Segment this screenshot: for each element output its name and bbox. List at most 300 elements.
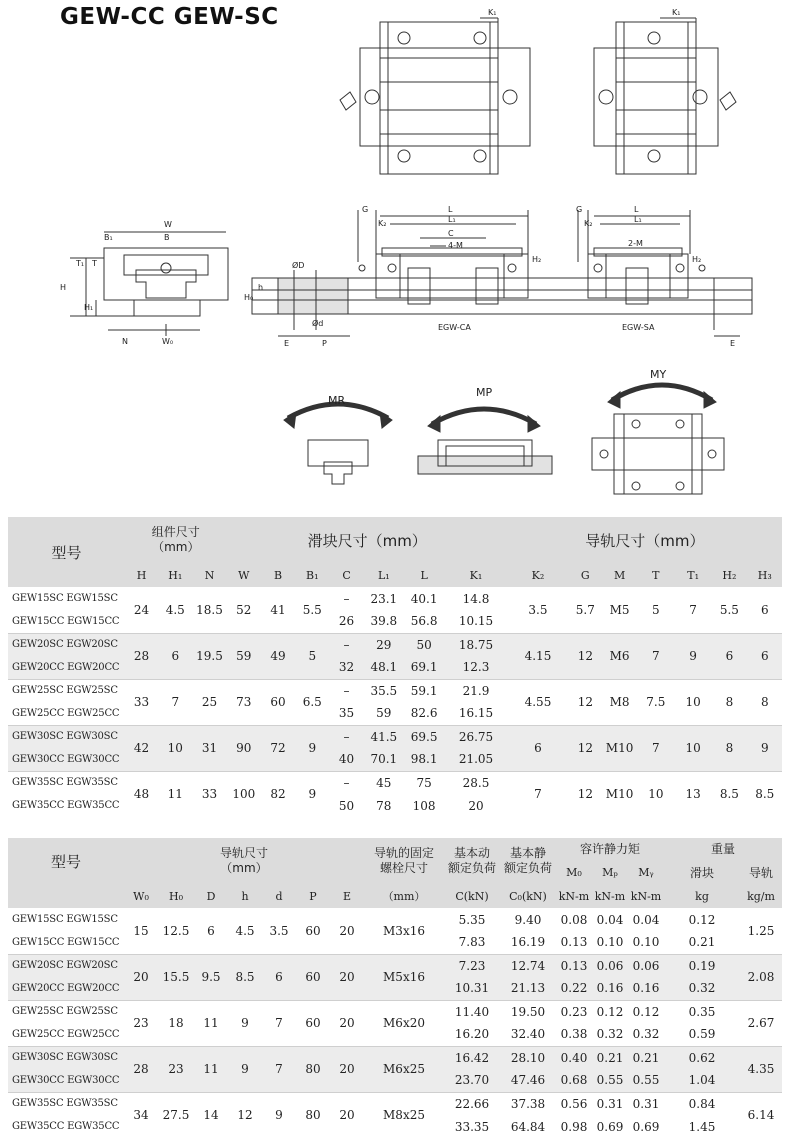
table-cell: 0.56 bbox=[556, 1092, 592, 1115]
table-cell: 28.10 bbox=[500, 1046, 556, 1069]
table-cell: 73 bbox=[227, 679, 261, 725]
table-cell: 60 bbox=[296, 908, 330, 954]
table-cell: 20 bbox=[330, 1092, 364, 1138]
table-cell: M10 bbox=[602, 771, 636, 817]
table-cell: 7 bbox=[675, 587, 711, 633]
label-phi-d: ØD bbox=[292, 261, 305, 270]
column-header: T₁ bbox=[675, 563, 711, 587]
table-cell: 64.84 bbox=[500, 1115, 556, 1138]
table-cell: 16.19 bbox=[500, 931, 556, 954]
table-cell: 15.5 bbox=[158, 954, 194, 1000]
model-name: GEW15CC EGW15CC bbox=[8, 610, 125, 633]
label-h1: H₁ bbox=[84, 303, 94, 312]
table-cell: M6 bbox=[602, 633, 636, 679]
table-cell: 23.1 bbox=[364, 587, 404, 610]
table-cell: 6 bbox=[194, 908, 228, 954]
label-h2: H₂ bbox=[532, 255, 542, 264]
label-t: T bbox=[92, 259, 97, 268]
table-cell: 10 bbox=[675, 679, 711, 725]
table-cell: 29 bbox=[364, 633, 404, 656]
label-l1: L₁ bbox=[634, 215, 642, 224]
table-cell: 18 bbox=[158, 1000, 194, 1046]
header-model: 型号 bbox=[8, 517, 125, 587]
label-g: G bbox=[362, 205, 369, 214]
table-cell: 6 bbox=[508, 725, 568, 771]
table-cell: 8 bbox=[711, 679, 747, 725]
table-cell: 0.12 bbox=[664, 908, 740, 931]
table-cell: 78 bbox=[364, 794, 404, 817]
end-view bbox=[70, 232, 228, 336]
table-cell: 10.15 bbox=[444, 610, 508, 633]
table-cell: M8 bbox=[602, 679, 636, 725]
label-l1: L₁ bbox=[448, 215, 456, 224]
header-model: 型号 bbox=[8, 838, 124, 884]
table-cell: 12 bbox=[568, 725, 602, 771]
table-cell: 72 bbox=[261, 725, 295, 771]
table-cell: 18.75 bbox=[444, 633, 508, 656]
column-header: L₁ bbox=[364, 563, 404, 587]
table-cell: 5.35 bbox=[444, 908, 500, 931]
table-cell: 0.98 bbox=[556, 1115, 592, 1138]
moment-mr-icon bbox=[284, 404, 392, 484]
table-cell: 0.04 bbox=[592, 908, 628, 931]
label-e: E bbox=[730, 339, 736, 348]
table-cell: 56.8 bbox=[404, 610, 444, 633]
column-header: E bbox=[330, 884, 364, 908]
header-moment: 容许静力矩 bbox=[556, 838, 664, 861]
label-2m: 2-M bbox=[628, 239, 643, 248]
column-header: H bbox=[125, 563, 158, 587]
table-cell: 47.46 bbox=[500, 1069, 556, 1092]
table-cell: 75 bbox=[404, 771, 444, 794]
table-cell: 0.21 bbox=[664, 931, 740, 954]
column-header: B bbox=[261, 563, 295, 587]
table-cell: 48.1 bbox=[364, 656, 404, 679]
table-cell: 23 bbox=[158, 1046, 194, 1092]
table-cell: 9 bbox=[748, 725, 782, 771]
table-cell: 32 bbox=[329, 656, 363, 679]
model-name: GEW30SC EGW30SC bbox=[8, 1046, 124, 1069]
column-header: W bbox=[227, 563, 261, 587]
table-cell: 59 bbox=[227, 633, 261, 679]
moment-subheader: Mᵧ bbox=[628, 861, 664, 884]
table-cell: 28.5 bbox=[444, 771, 508, 794]
header-dyn-line: 基本动 bbox=[453, 846, 490, 860]
column-header: kN-m bbox=[556, 884, 592, 908]
table-cell: 0.19 bbox=[664, 954, 740, 977]
table-cell: 0.13 bbox=[556, 954, 592, 977]
table-cell: 9 bbox=[295, 771, 329, 817]
column-header: C(kN) bbox=[444, 884, 500, 908]
header-rail bbox=[124, 838, 364, 884]
table-cell: 12.5 bbox=[158, 908, 194, 954]
table-cell: 9.40 bbox=[500, 908, 556, 931]
table-cell: 60 bbox=[296, 954, 330, 1000]
table-cell: 12 bbox=[568, 679, 602, 725]
table-cell: 40.1 bbox=[404, 587, 444, 610]
table-cell: 98.1 bbox=[404, 748, 444, 771]
table-cell bbox=[8, 884, 124, 908]
table-cell: 5.5 bbox=[711, 587, 747, 633]
table-cell: 26.75 bbox=[444, 725, 508, 748]
table-cell: 8.5 bbox=[711, 771, 747, 817]
table-cell: 28 bbox=[125, 633, 158, 679]
table-cell: 0.10 bbox=[592, 931, 628, 954]
table-cell: 0.69 bbox=[592, 1115, 628, 1138]
table-cell: 49 bbox=[261, 633, 295, 679]
table-cell: 21.13 bbox=[500, 977, 556, 1000]
table-cell: 1.04 bbox=[664, 1069, 740, 1092]
table-cell: 21.9 bbox=[444, 679, 508, 702]
table-cell: 14.8 bbox=[444, 587, 508, 610]
technical-drawing bbox=[0, 0, 790, 510]
model-name: GEW35CC EGW35CC bbox=[8, 1115, 124, 1138]
table-cell: 6.14 bbox=[740, 1092, 782, 1138]
moment-mp-icon bbox=[418, 409, 552, 474]
table-cell: 7 bbox=[262, 1046, 296, 1092]
table-cell: 6 bbox=[262, 954, 296, 1000]
table-cell: 11 bbox=[194, 1046, 228, 1092]
table-cell: 3.5 bbox=[508, 587, 568, 633]
column-header: kg/m bbox=[740, 884, 782, 908]
table-cell: 0.38 bbox=[556, 1023, 592, 1046]
label-phi-d-small: Ød bbox=[312, 319, 324, 328]
header-bolt-line: 导轨的固定 bbox=[373, 846, 434, 860]
column-header: K₁ bbox=[444, 563, 508, 587]
model-name: GEW25CC EGW25CC bbox=[8, 1023, 124, 1046]
column-header: K₂ bbox=[508, 563, 568, 587]
label-e: E bbox=[284, 339, 290, 348]
model-name: GEW30SC EGW30SC bbox=[8, 725, 125, 748]
table-cell: M6x25 bbox=[364, 1046, 444, 1092]
table-cell: 50 bbox=[404, 633, 444, 656]
table-cell: 12 bbox=[228, 1092, 262, 1138]
table-cell: 8.5 bbox=[748, 771, 782, 817]
table-cell: 0.84 bbox=[664, 1092, 740, 1115]
table-cell: 18.5 bbox=[192, 587, 226, 633]
table-cell: 0.13 bbox=[556, 931, 592, 954]
model-name: GEW25CC EGW25CC bbox=[8, 702, 125, 725]
table-cell: 20 bbox=[330, 908, 364, 954]
table-cell: 0.62 bbox=[664, 1046, 740, 1069]
table-cell: 0.31 bbox=[592, 1092, 628, 1115]
table-cell: 5.7 bbox=[568, 587, 602, 633]
table-cell: 69.5 bbox=[404, 725, 444, 748]
table-cell: 31 bbox=[192, 725, 226, 771]
table-cell: – bbox=[329, 771, 363, 794]
table-cell: 1.45 bbox=[664, 1115, 740, 1138]
label-b1: B₁ bbox=[104, 233, 113, 242]
page-title: GEW-CC GEW-SC bbox=[60, 4, 279, 30]
table-cell: M6x20 bbox=[364, 1000, 444, 1046]
column-header: d bbox=[262, 884, 296, 908]
table-cell: – bbox=[329, 725, 363, 748]
column-header: H₀ bbox=[158, 884, 194, 908]
model-name: GEW15SC EGW15SC bbox=[8, 587, 125, 610]
table-cell: 0.40 bbox=[556, 1046, 592, 1069]
label-k1: K₁ bbox=[488, 8, 497, 17]
column-header: N bbox=[192, 563, 226, 587]
table-cell: 10 bbox=[637, 771, 675, 817]
model-name: GEW20CC EGW20CC bbox=[8, 977, 124, 1000]
column-header: W₀ bbox=[124, 884, 158, 908]
table-cell: 14 bbox=[194, 1092, 228, 1138]
table-cell: 80 bbox=[296, 1092, 330, 1138]
table-cell: 11.40 bbox=[444, 1000, 500, 1023]
table-cell: 41 bbox=[261, 587, 295, 633]
model-name: GEW25SC EGW25SC bbox=[8, 1000, 124, 1023]
header-stat-line: 额定负荷 bbox=[503, 861, 552, 875]
header-bolt-line: 螺栓尺寸 bbox=[379, 861, 428, 875]
table-cell: 7 bbox=[637, 633, 675, 679]
label-n: N bbox=[122, 337, 128, 346]
rail-load-table bbox=[8, 838, 782, 1138]
table-cell: 16.42 bbox=[444, 1046, 500, 1069]
label-p: P bbox=[322, 339, 327, 348]
top-view-cc bbox=[340, 18, 530, 174]
table-cell: 10 bbox=[675, 725, 711, 771]
table-cell: 8.5 bbox=[228, 954, 262, 1000]
label-g: G bbox=[576, 205, 583, 214]
table-cell: 0.08 bbox=[556, 908, 592, 931]
table-cell: 19.5 bbox=[192, 633, 226, 679]
table-cell: 11 bbox=[194, 1000, 228, 1046]
table-cell: 20 bbox=[330, 954, 364, 1000]
table-cell: 70.1 bbox=[364, 748, 404, 771]
label-mp: MP bbox=[476, 386, 493, 399]
table-cell: 34 bbox=[124, 1092, 158, 1138]
moment-subheader: M₀ bbox=[556, 861, 592, 884]
table-cell: 16.20 bbox=[444, 1023, 500, 1046]
table-cell: 35.5 bbox=[364, 679, 404, 702]
table-cell: 6 bbox=[748, 587, 782, 633]
moment-my-icon bbox=[592, 385, 724, 494]
table-cell: 40 bbox=[329, 748, 363, 771]
column-header: L bbox=[404, 563, 444, 587]
table-cell: 0.12 bbox=[628, 1000, 664, 1023]
table-cell: 7 bbox=[158, 679, 192, 725]
column-header: C₀(kN) bbox=[500, 884, 556, 908]
header-rail: 导轨尺寸（mm） bbox=[508, 517, 782, 563]
table-cell: 9 bbox=[262, 1092, 296, 1138]
table-cell: 21.05 bbox=[444, 748, 508, 771]
table-cell: 5 bbox=[295, 633, 329, 679]
table-cell: 39.8 bbox=[364, 610, 404, 633]
label-k2: K₂ bbox=[378, 219, 387, 228]
table-cell: 7 bbox=[262, 1000, 296, 1046]
table-cell: 33 bbox=[192, 771, 226, 817]
table-cell: 1.25 bbox=[740, 908, 782, 954]
model-name: GEW20SC EGW20SC bbox=[8, 633, 125, 656]
table-cell: 7.83 bbox=[444, 931, 500, 954]
table-cell: 0.69 bbox=[628, 1115, 664, 1138]
table-cell: 7.23 bbox=[444, 954, 500, 977]
table-cell: – bbox=[329, 633, 363, 656]
label-l: L bbox=[634, 205, 639, 214]
label-my: MY bbox=[650, 368, 667, 381]
table-cell: 0.35 bbox=[664, 1000, 740, 1023]
table-cell: 0.06 bbox=[592, 954, 628, 977]
table-cell: 22.66 bbox=[444, 1092, 500, 1115]
table-cell: 0.55 bbox=[592, 1069, 628, 1092]
table-cell: 5 bbox=[637, 587, 675, 633]
table-cell: 60 bbox=[296, 1000, 330, 1046]
column-header: H₁ bbox=[158, 563, 192, 587]
header-block: 滑块尺寸（mm） bbox=[227, 517, 508, 563]
table-cell: – bbox=[329, 679, 363, 702]
header-assembly-unit: （mm） bbox=[152, 540, 200, 554]
table-cell: 41.5 bbox=[364, 725, 404, 748]
model-name: GEW35SC EGW35SC bbox=[8, 1092, 124, 1115]
table-cell: 12.74 bbox=[500, 954, 556, 977]
column-header: kN-m bbox=[592, 884, 628, 908]
table-cell: 0.32 bbox=[628, 1023, 664, 1046]
table-cell: 7.5 bbox=[637, 679, 675, 725]
column-header: G bbox=[568, 563, 602, 587]
label-w: W bbox=[164, 220, 172, 229]
column-header: M bbox=[602, 563, 636, 587]
table-cell: 82.6 bbox=[404, 702, 444, 725]
column-header: （mm） bbox=[364, 884, 444, 908]
table-cell: 12.3 bbox=[444, 656, 508, 679]
table-cell: 23 bbox=[124, 1000, 158, 1046]
header-block-weight: 滑块 bbox=[664, 861, 740, 884]
column-header: kN-m bbox=[628, 884, 664, 908]
caption-egw-ca: EGW-CA bbox=[438, 323, 471, 332]
column-header: B₁ bbox=[295, 563, 329, 587]
table-cell: 8 bbox=[711, 725, 747, 771]
table-cell: 25 bbox=[192, 679, 226, 725]
table-cell: 108 bbox=[404, 794, 444, 817]
header-dyn-line: 额定负荷 bbox=[447, 861, 496, 875]
label-c: C bbox=[448, 229, 454, 238]
model-name: GEW35CC EGW35CC bbox=[8, 794, 125, 817]
table-cell: 0.04 bbox=[628, 908, 664, 931]
block-dimension-table bbox=[8, 517, 782, 817]
table-cell: 0.21 bbox=[628, 1046, 664, 1069]
table-cell: – bbox=[329, 587, 363, 610]
table-cell: 20 bbox=[124, 954, 158, 1000]
table-cell: 37.38 bbox=[500, 1092, 556, 1115]
table-cell: 0.55 bbox=[628, 1069, 664, 1092]
table-cell: 60 bbox=[261, 679, 295, 725]
column-header: H₂ bbox=[711, 563, 747, 587]
table-cell: 28 bbox=[124, 1046, 158, 1092]
table-cell: 33.35 bbox=[444, 1115, 500, 1138]
table-cell: 4.55 bbox=[508, 679, 568, 725]
table-cell: 0.12 bbox=[592, 1000, 628, 1023]
header-rail-label: 导轨尺寸 bbox=[219, 846, 268, 860]
side-view-sa bbox=[578, 210, 740, 336]
table-cell: 2.08 bbox=[740, 954, 782, 1000]
model-name: GEW20CC EGW20CC bbox=[8, 656, 125, 679]
table-cell: M3x16 bbox=[364, 908, 444, 954]
column-header: P bbox=[296, 884, 330, 908]
table-cell: 20 bbox=[444, 794, 508, 817]
table-cell: 69.1 bbox=[404, 656, 444, 679]
table-cell: 35 bbox=[329, 702, 363, 725]
model-name: GEW25SC EGW25SC bbox=[8, 679, 125, 702]
label-wr: W₀ bbox=[162, 337, 174, 346]
table-cell: 0.23 bbox=[556, 1000, 592, 1023]
table-cell: 26 bbox=[329, 610, 363, 633]
table-cell: 9 bbox=[675, 633, 711, 679]
table-cell: 10.31 bbox=[444, 977, 500, 1000]
table-cell: 7 bbox=[508, 771, 568, 817]
table-cell: 23.70 bbox=[444, 1069, 500, 1092]
model-name: GEW15CC EGW15CC bbox=[8, 931, 124, 954]
label-h-small: h bbox=[258, 283, 264, 292]
table-cell: 15 bbox=[124, 908, 158, 954]
table-cell: 4.35 bbox=[740, 1046, 782, 1092]
model-name: GEW15SC EGW15SC bbox=[8, 908, 124, 931]
table-cell: 6.5 bbox=[295, 679, 329, 725]
model-name: GEW35SC EGW35SC bbox=[8, 771, 125, 794]
label-h2: H₂ bbox=[692, 255, 702, 264]
table-cell: M5 bbox=[602, 587, 636, 633]
table-cell: 0.32 bbox=[592, 1023, 628, 1046]
column-header: h bbox=[228, 884, 262, 908]
table-cell: M8x25 bbox=[364, 1092, 444, 1138]
table-cell: 0.06 bbox=[628, 954, 664, 977]
model-name: GEW20SC EGW20SC bbox=[8, 954, 124, 977]
label-4m: 4-M bbox=[448, 241, 463, 250]
table-cell: 5.5 bbox=[295, 587, 329, 633]
column-header: C bbox=[329, 563, 363, 587]
table-cell: 82 bbox=[261, 771, 295, 817]
label-t1: T₁ bbox=[76, 259, 85, 268]
table-cell: 20 bbox=[330, 1000, 364, 1046]
table-cell: 12 bbox=[568, 771, 602, 817]
column-header: H₃ bbox=[748, 563, 782, 587]
table-cell: 59.1 bbox=[404, 679, 444, 702]
label-h: H bbox=[60, 283, 67, 292]
table-cell: 11 bbox=[158, 771, 192, 817]
rail-side-view bbox=[252, 270, 752, 336]
table-cell: 0.22 bbox=[556, 977, 592, 1000]
table-cell: 9 bbox=[228, 1046, 262, 1092]
table-cell: 52 bbox=[227, 587, 261, 633]
table-cell: 19.50 bbox=[500, 1000, 556, 1023]
table-cell: 50 bbox=[329, 794, 363, 817]
table-cell: 0.68 bbox=[556, 1069, 592, 1092]
table-cell: 9 bbox=[228, 1000, 262, 1046]
header-dynamic-load bbox=[444, 838, 500, 884]
table-cell: 0.59 bbox=[664, 1023, 740, 1046]
header-rail-unit: （mm） bbox=[220, 861, 268, 875]
column-header: T bbox=[637, 563, 675, 587]
table-cell: 80 bbox=[296, 1046, 330, 1092]
table-cell: 6 bbox=[158, 633, 192, 679]
header-rail-weight: 导轨 bbox=[740, 861, 782, 884]
label-hr: H₀ bbox=[244, 293, 254, 302]
table-cell: 33 bbox=[125, 679, 158, 725]
table-cell: 4.15 bbox=[508, 633, 568, 679]
header-stat-line: 基本静 bbox=[509, 846, 546, 860]
table-cell: 0.21 bbox=[592, 1046, 628, 1069]
table-cell: 0.31 bbox=[628, 1092, 664, 1115]
table-cell: 16.15 bbox=[444, 702, 508, 725]
table-cell: 0.16 bbox=[628, 977, 664, 1000]
table-cell: 100 bbox=[227, 771, 261, 817]
header-bolt bbox=[364, 838, 444, 884]
table-cell: 42 bbox=[125, 725, 158, 771]
column-header: kg bbox=[664, 884, 740, 908]
caption-egw-sa: EGW-SA bbox=[622, 323, 655, 332]
label-b: B bbox=[164, 233, 170, 242]
table-cell: 0.32 bbox=[664, 977, 740, 1000]
table-cell: 13 bbox=[675, 771, 711, 817]
